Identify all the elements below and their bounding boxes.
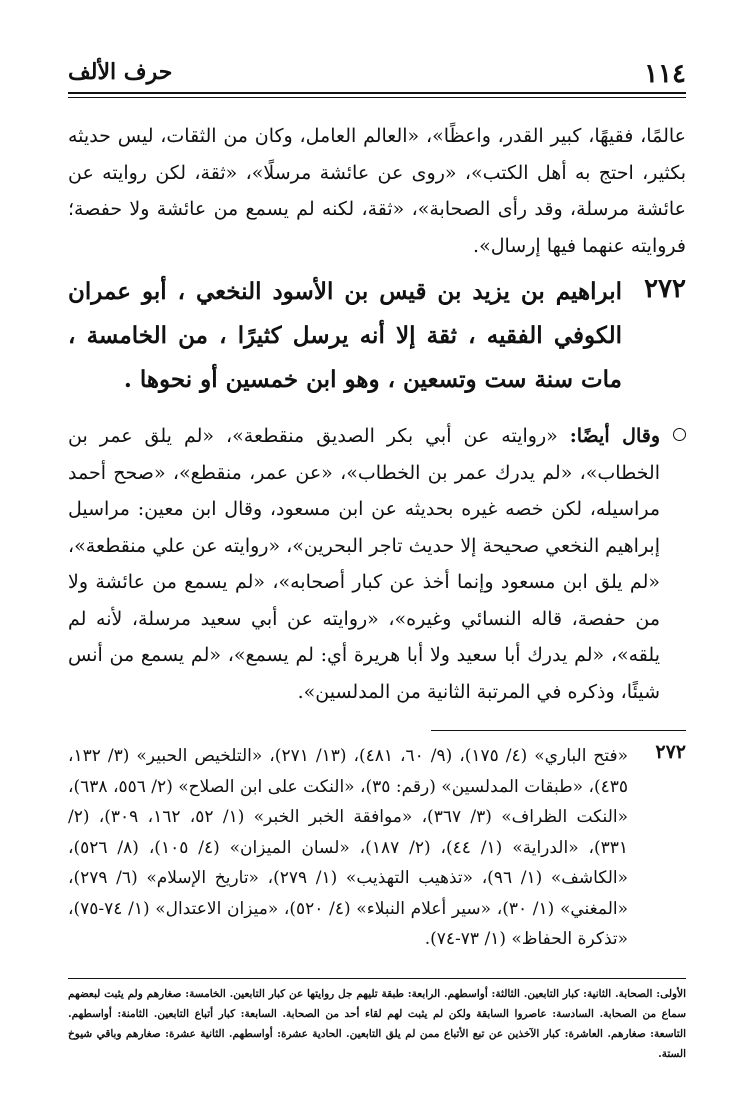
note-lead: وقال أيضًا: — [569, 425, 661, 447]
entry-text: ابراهيم بن يزيد بن قيس بن الأسود النخعي ، أبو عمران الكوفي الفقيه ، ثقة إلا أنه يرسل كثيرًا ، من الخامسة ، مات سنة ست وتسعين ، وهو ابن خمسين أو نحوها . — [68, 278, 622, 393]
legend-separator — [68, 978, 686, 979]
references-text: «فتح الباري» (٤/ ١٧٥)، (٩/ ٦٠، ٤٨١)، (١٣/ ٢٧١)، «التلخيص الحبير» (٣/ ١٣٢، ٤٣٥)، «طبقات المدلسين» (رقم: ٣٥)، «النكت على ابن الصلاح» (٢/ ٥٥٦، ٦٣٨)، «النكت الظراف» (٣/ ٣٦٧)، «موافقة الخبر الخبر» (١/ ٥٢، ١٦٢، ٣٠٩)، (٢/ ٣٣١)، «الدراية» (١/ ٤٤)، (٢/ ١٨٧)، «لسان الميزان» (٤/ ١٠٥)، (٨/ ٥٢٦)، «الكاشف» (١/ ٩٦)، «تذهيب التهذيب» (١/ ٢٧٩)، «تاريخ الإسلام» (٦/ ٢٧٩)، «المغني» (١/ ٣٠)، «سير أعلام النبلاء» (٤/ ٥٢٠)، «ميزان الاعتدال» (١/ ٧٤-٧٥)، «تذكرة الحفاظ» (١/ ٧٣-٧٤). — [68, 746, 629, 949]
tabaqat-legend: الأولى: الصحابة. الثانية: كبار التابعين. الثالثة: أواسطهم. الرابعة: طبقة تليهم جل روايتها عن كبار التابعين. الخامسة: صغارهم ولم يثبت لبعضهم سماع من الصحابة. السادسة: عاصروا السابقة ولكن لم يثبت لهم لقاء أحد من الصحابة. السابعة: كبار أتباع التابعين. الثامنة: أواسطهم. التاسعة: صغارهم. العاشرة: كبار الآخذين عن تبع الأتباع ممن لم يلق التابعين. الحادية عشرة: أواسطهم. الثانية عشرة: صغارهم وباقي شيوخ الستة. — [68, 988, 686, 1060]
note-body — [68, 418, 660, 710]
header-rule-thin — [68, 97, 686, 98]
biography-entry — [68, 270, 686, 402]
commentary-note — [68, 418, 686, 710]
references-number: ٢٧٢ — [655, 741, 686, 763]
entry-number: ٢٧٢ — [644, 274, 686, 304]
references-footnote — [68, 741, 686, 955]
previous-entry-continuation: عالمًا، فقيهًا، كبير القدر، واعظًا»، «العالم العامل، وكان من الثقات، ليس حديثه بكثير، احتج به أهل الكتب»، «روى عن عائشة مرسلًا»، «ثقة، لكن روايته عن عائشة مرسلة، وقد رأى الصحابة»، «ثقة، لكنه لم يسمع من عائشة ولا حفصة؛ فروايته عنهما فيها إرسال». — [68, 125, 686, 257]
page-number: ١١٤ — [644, 59, 686, 89]
circle-bullet-icon — [673, 428, 686, 441]
header-rule-thick — [68, 92, 686, 94]
page-header — [68, 55, 686, 95]
footnote-separator — [431, 730, 686, 731]
note-text: «روايته عن أبي بكر الصديق منقطعة»، «لم يلق عمر بن الخطاب»، «لم يدرك عمر بن الخطاب»، «عن عمر، منقطع»، «صحح أحمد مراسيله، لكن خصه غيره بحديثه عن ابن مسعود، وقال ابن معين: مراسيل إبراهيم النخعي صحيحة إلا حديث تاجر البحرين»، «روايته عن علي منقطعة»، «لم يلق ابن مسعود وإنما أخذ عن كبار أصحابه»، «لم يسمع من عائشة ولا من حفصة، قاله النسائي وغيره»، «روايته عن أبي سعيد مرسلة، لأنه لم يلقه»، «لم يدرك أبا سعيد ولا أبا هريرة أي: لم يسمع»، «لم يسمع من أنس شيئًا، وذكره في المرتبة الثانية من المدلسين». — [68, 425, 660, 703]
chapter-title: حرف الألف — [68, 59, 173, 85]
